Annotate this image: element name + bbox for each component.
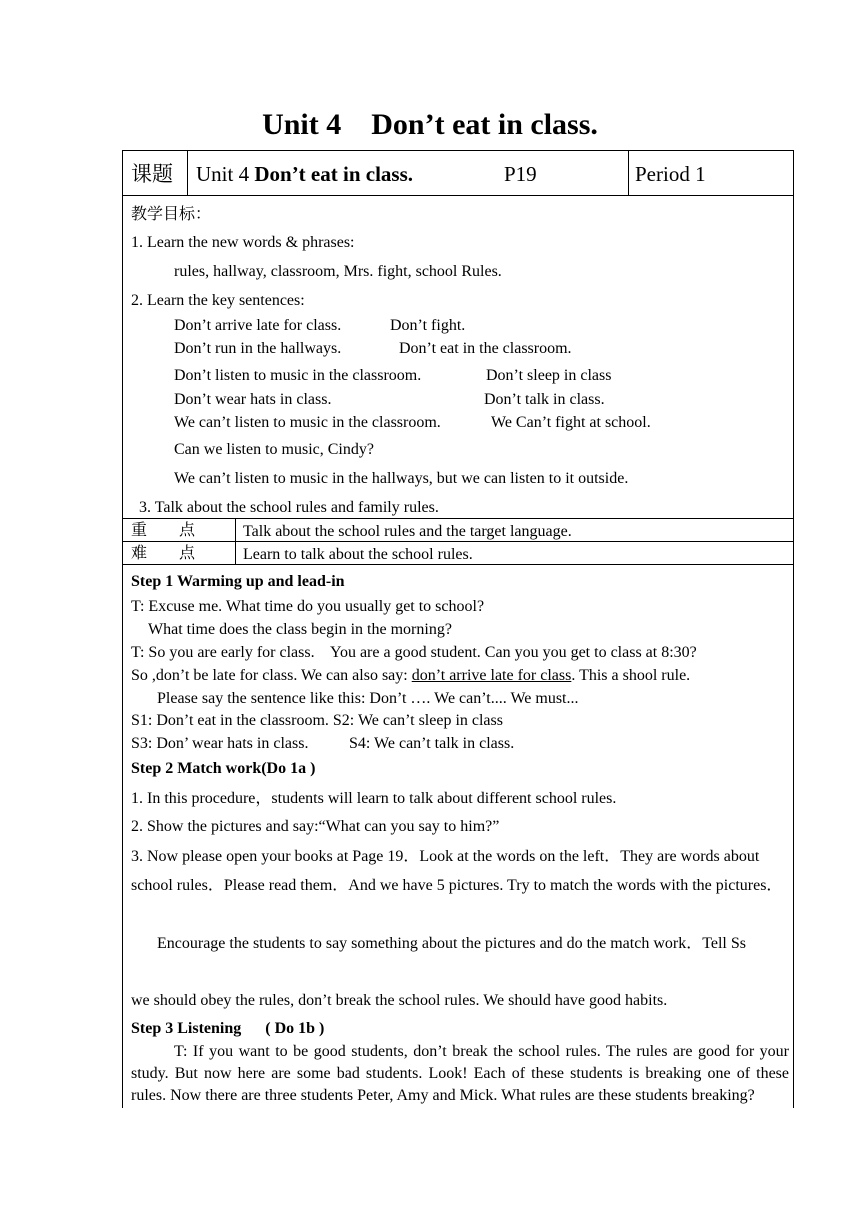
dialogue-line: S1: Don’t eat in the classroom. S2: We can’t sleep in class bbox=[131, 712, 503, 729]
unit-prefix: Unit 4 bbox=[196, 162, 255, 186]
dialogue-line bbox=[131, 666, 690, 686]
listening-paragraph: T: If you want to be good students, don’t break the school rules. The rules are good for your study. But now here are some bad students. Look! Each of these students is breaking one of these rules. Now there are three students Peter, Amy and Mick. What rules are these students breaking? bbox=[131, 1043, 789, 1104]
key-sentence: Don’t eat in the classroom. bbox=[399, 340, 572, 357]
key-sentence: We Can’t fight at school. bbox=[491, 414, 651, 431]
lesson-plan-table bbox=[122, 150, 794, 1108]
header-divider bbox=[628, 151, 629, 195]
procedure-line: 1. In this procedure，students will learn to talk about different school rules. bbox=[131, 790, 617, 807]
header-divider bbox=[187, 151, 188, 195]
row-divider bbox=[123, 518, 793, 519]
objective-item: 2. Learn the key sentences: bbox=[131, 292, 305, 309]
difficult-point-label: 难 点 bbox=[131, 545, 196, 562]
new-words: rules, hallway, classroom, Mrs. fight, school Rules. bbox=[174, 263, 502, 280]
row-divider bbox=[123, 564, 793, 565]
key-sentence: Don’t wear hats in class. bbox=[174, 391, 332, 408]
procedure-line: 2. Show the pictures and say:“What can you say to him?” bbox=[131, 818, 500, 835]
unit-name: Don’t eat in class. bbox=[254, 162, 414, 186]
key-sentence: Don’t arrive late for class. bbox=[174, 317, 342, 334]
topic-label: 课题 bbox=[131, 162, 173, 186]
key-sentence: We can’t listen to music in the hallways, but we can listen to it outside. bbox=[174, 470, 629, 487]
key-sentence: Can we listen to music, Cindy? bbox=[174, 441, 374, 458]
row-divider bbox=[123, 195, 793, 196]
key-sentence: We can’t listen to music in the classroom. bbox=[174, 414, 441, 431]
key-point-text: Talk about the school rules and the target language. bbox=[243, 523, 572, 540]
key-sentence: Don’t sleep in class bbox=[486, 367, 612, 384]
step2-heading: Step 2 Match work(Do 1a ) bbox=[131, 760, 316, 777]
dialogue-line: S3: Don’ wear hats in class. bbox=[131, 735, 309, 752]
procedure-paragraph: 3. Now please open your books at Page 19．Look at the words on the left．They are words about school rules．Please read them．And we have 5 pictures. Try to match the words with the pictures． bbox=[131, 848, 783, 894]
dialogue-line: S4: We can’t talk in class. bbox=[349, 735, 515, 752]
row-divider bbox=[123, 541, 793, 542]
dialogue-line: Please say the sentence like this: Don’t …. We can’t.... We must... bbox=[157, 690, 579, 707]
objective-item: 3. Talk about the school rules and family rules. bbox=[139, 499, 439, 516]
key-sentence: Don’t talk in class. bbox=[484, 391, 605, 408]
key-point-label: 重 点 bbox=[131, 522, 196, 539]
dialogue-line: What time does the class begin in the morning? bbox=[148, 621, 452, 638]
objectives-heading: 教学目标： bbox=[131, 206, 212, 223]
dialogue-text: So ,don’t be late for class. We can also say: bbox=[131, 667, 412, 684]
objective-item: 1. Learn the new words & phrases: bbox=[131, 234, 355, 251]
step3-heading: Step 3 Listening ( Do 1b ) bbox=[131, 1020, 325, 1037]
unit-title bbox=[196, 161, 413, 187]
procedure-line: we should obey the rules, don’t break the school rules. We should have good habits. bbox=[131, 992, 668, 1009]
key-sentence: Don’t run in the hallways. bbox=[174, 340, 342, 357]
dialogue-line: T: So you are early for class. You are a good student. Can you you get to class at 8:30? bbox=[131, 644, 697, 661]
period-label: Period 1 bbox=[635, 162, 706, 186]
key-sentence: Don’t fight. bbox=[390, 317, 466, 334]
dialogue-text: . This a shool rule. bbox=[571, 667, 691, 684]
underlined-phrase: don’t arrive late for class bbox=[411, 667, 572, 684]
difficult-point-text: Learn to talk about the school rules. bbox=[243, 546, 473, 563]
procedure-paragraph: Encourage the students to say something about the pictures and do the match work．Tell Ss bbox=[157, 935, 746, 952]
page-number: P19 bbox=[504, 162, 537, 186]
dialogue-line: T: Excuse me. What time do you usually get to school? bbox=[131, 598, 485, 615]
step1-heading: Step 1 Warming up and lead-in bbox=[131, 573, 345, 590]
key-sentence: Don’t listen to music in the classroom. bbox=[174, 367, 422, 384]
page-title: Unit 4 Don’t eat in class. bbox=[262, 108, 598, 141]
